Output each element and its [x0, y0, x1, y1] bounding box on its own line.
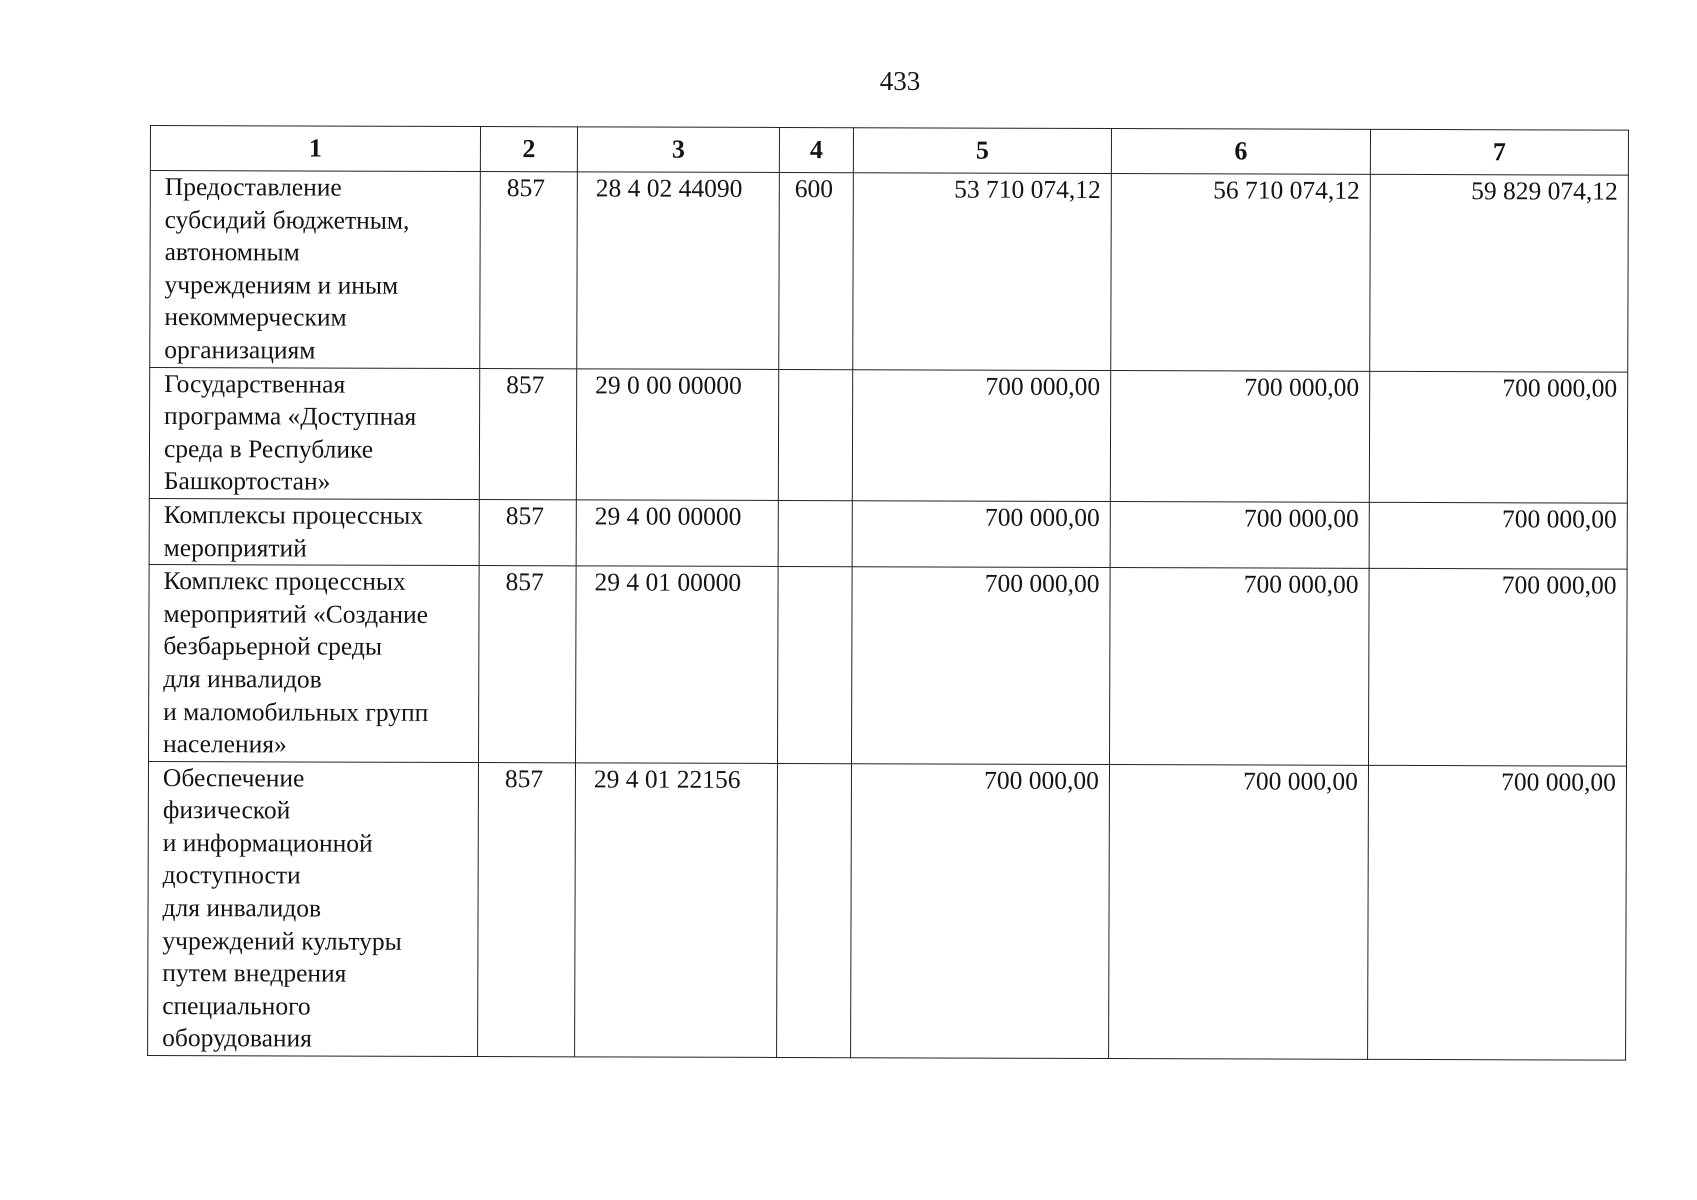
- row-amount-cell-5: 700 000,00: [852, 369, 1110, 501]
- row-amount-cell-7: 700 000,00: [1369, 371, 1627, 503]
- table-row: [149, 498, 1627, 569]
- row-code-cell: 857: [478, 566, 576, 763]
- row-code-cell: 857: [479, 499, 576, 565]
- row-name-cell: Государственная программа «Доступная среда в Республике Башкортостан»: [149, 367, 479, 499]
- row-expense-type-cell: [778, 500, 852, 566]
- row-amount-cell-7: 59 829 074,12: [1370, 174, 1629, 371]
- row-amount-cell-5: 700 000,00: [851, 567, 1110, 764]
- row-code-cell: 857: [480, 172, 578, 369]
- table-body: [148, 171, 1629, 1061]
- row-amount-cell-5: 53 710 074,12: [853, 173, 1112, 370]
- header-col-7: 7: [1370, 129, 1628, 175]
- table-row: [150, 171, 1629, 372]
- row-target-article-cell: 29 4 01 22156: [575, 763, 778, 1058]
- row-target-article-cell: 29 4 00 00000: [576, 500, 778, 567]
- row-amount-cell-7: 700 000,00: [1368, 765, 1627, 1060]
- row-target-article-cell: 29 4 01 00000: [575, 566, 778, 763]
- row-expense-type-cell: [777, 567, 852, 764]
- header-row: [150, 126, 1628, 176]
- budget-table: [147, 125, 1629, 1061]
- header-col-6: 6: [1111, 129, 1370, 175]
- row-code-cell: 857: [479, 368, 576, 500]
- header-col-1: 1: [150, 126, 480, 172]
- row-name-cell: Обеспечение физической и информационной доступности для инвалидов учреждений культуры путем внедрения специального оборудования: [148, 761, 479, 1056]
- row-amount-cell-6: 700 000,00: [1110, 501, 1369, 568]
- row-name-cell: Комплекс процессных мероприятий «Создание безбарьерной среды для инвалидов и маломобильных групп населения»: [149, 565, 480, 763]
- page-number: 433: [879, 66, 921, 96]
- row-name-cell: Комплексы процессных мероприятий: [149, 498, 479, 565]
- row-amount-cell-6: 700 000,00: [1109, 568, 1369, 765]
- row-amount-cell-5: 700 000,00: [851, 763, 1110, 1058]
- table-row: [149, 565, 1628, 766]
- row-expense-type-cell: [777, 763, 852, 1058]
- row-expense-type-cell: 600: [779, 172, 854, 369]
- row-amount-cell-7: 700 000,00: [1369, 502, 1627, 569]
- row-target-article-cell: 28 4 02 44090: [577, 172, 780, 369]
- row-amount-cell-5: 700 000,00: [852, 501, 1110, 568]
- table-row: [149, 367, 1627, 503]
- table-row: [148, 761, 1627, 1060]
- row-expense-type-cell: [778, 369, 852, 501]
- header-col-3: 3: [577, 127, 779, 173]
- header-col-5: 5: [853, 128, 1111, 174]
- row-amount-cell-6: 700 000,00: [1109, 764, 1369, 1059]
- row-amount-cell-6: 700 000,00: [1110, 370, 1369, 502]
- row-amount-cell-6: 56 710 074,12: [1111, 174, 1371, 371]
- row-name-cell: Предоставление субсидий бюджетным, автономным учреждениям и иным некоммерческим организациям: [150, 171, 481, 369]
- header-col-2: 2: [480, 127, 577, 172]
- row-amount-cell-7: 700 000,00: [1368, 568, 1627, 765]
- row-code-cell: 857: [478, 762, 576, 1057]
- header-col-4: 4: [779, 127, 853, 172]
- row-target-article-cell: 29 0 00 00000: [576, 368, 778, 500]
